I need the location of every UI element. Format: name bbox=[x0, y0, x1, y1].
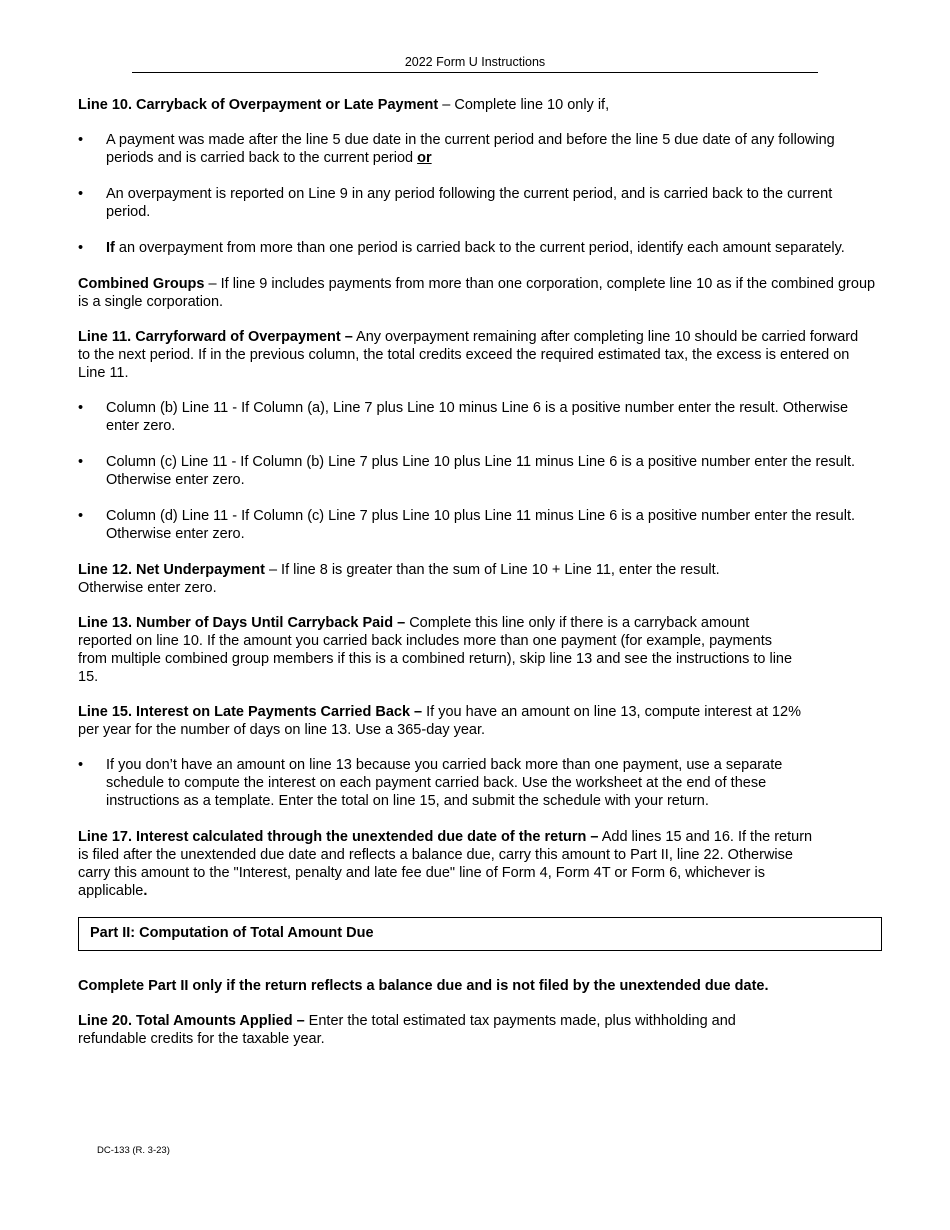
part2-intro-text: Complete Part II only if the return reflects a balance due and is not filed by the unextended due date. bbox=[78, 978, 769, 994]
line20-title: Line 20. Total Amounts Applied – bbox=[78, 1013, 305, 1029]
line10-title: Line 10. Carryback of Overpayment or Late Payment bbox=[78, 97, 439, 113]
form-number-footer: DC-133 (R. 3-23) bbox=[97, 1145, 170, 1156]
line20-paragraph bbox=[78, 1012, 793, 1048]
line13-title: Line 13. Number of Days Until Carryback Paid – bbox=[78, 615, 406, 631]
line17-paragraph bbox=[78, 828, 823, 900]
line10-paragraph bbox=[78, 96, 878, 114]
line11-paragraph bbox=[78, 328, 873, 382]
part2-heading: Part II: Computation of Total Amount Due bbox=[90, 925, 374, 941]
line12-paragraph bbox=[78, 561, 778, 597]
or-emphasis: or bbox=[417, 150, 432, 166]
line12-text: – If line 8 is greater than the sum of Line 10 + Line 11, enter the result. Otherwise enter zero. bbox=[78, 562, 720, 596]
line17-title: Line 17. Interest calculated through the unextended due date of the return – bbox=[78, 829, 599, 845]
part2-heading-box bbox=[78, 917, 882, 951]
bullet-text: Column (c) Line 11 - If Column (b) Line 7 plus Line 10 plus Line 11 minus Line 6 is a positive number enter the result. Otherwise enter zero. bbox=[106, 454, 856, 488]
line10-bullet-list bbox=[78, 131, 878, 257]
line13-paragraph bbox=[78, 614, 798, 686]
bullet-text: Column (b) Line 11 - If Column (a), Line 7 plus Line 10 minus Line 6 is a positive number enter the result. Otherwise enter zero. bbox=[106, 400, 849, 434]
combined-groups-title: Combined Groups bbox=[78, 276, 205, 292]
line17-end: . bbox=[143, 883, 148, 899]
combined-groups-text: – If line 9 includes payments from more than one corporation, complete line 10 as if the combined group is a single corporation. bbox=[78, 276, 876, 310]
list-item bbox=[78, 239, 878, 257]
line15-title: Line 15. Interest on Late Payments Carried Back – bbox=[78, 704, 423, 720]
page-header: 2022 Form U Instructions bbox=[132, 55, 818, 73]
combined-groups-paragraph bbox=[78, 275, 878, 311]
line20-text: Enter the total estimated tax payments made, plus withholding and refundable credits for the taxable year. bbox=[78, 1013, 736, 1047]
list-item bbox=[78, 185, 878, 221]
list-item bbox=[78, 756, 836, 810]
bullet-text: An overpayment is reported on Line 9 in any period following the current period, and is carried back to the current period. bbox=[106, 186, 833, 220]
list-item bbox=[78, 131, 878, 167]
list-item bbox=[78, 399, 878, 435]
line12-title: Line 12. Net Underpayment bbox=[78, 562, 265, 578]
bullet-text: an overpayment from more than one period is carried back to the current period, identify each amount separately. bbox=[114, 240, 845, 256]
bullet-text: If you don’t have an amount on line 13 because you carried back more than one payment, use a separate schedule to compute the interest on each payment carried back. Use the worksheet at the end of these instructions as a template. Enter the total on line 15, and submit the schedule with your return. bbox=[106, 757, 783, 809]
bullet-text: Column (d) Line 11 - If Column (c) Line 7 plus Line 10 plus Line 11 minus Line 6 is a positive number enter the result. Otherwise enter zero. bbox=[106, 508, 856, 542]
line11-text: Any overpayment remaining after completing line 10 should be carried forward to the next period. If in the previous column, the total credits exceed the required estimated tax, the excess is entered on Line 11. bbox=[78, 329, 859, 381]
line15-bullet-list bbox=[78, 756, 878, 810]
if-emphasis: If bbox=[106, 240, 115, 256]
document-body bbox=[78, 96, 878, 1065]
line10-text: – Complete line 10 only if, bbox=[438, 97, 610, 113]
line11-title: Line 11. Carryforward of Overpayment – bbox=[78, 329, 353, 345]
line15-text: If you have an amount on line 13, compute interest at 12% per year for the number of days on line 13. Use a 365-day year. bbox=[78, 704, 801, 738]
line13-text: Complete this line only if there is a carryback amount reported on line 10. If the amount you carried back includes more than one payment (for example, payments from multiple combined group members if this is a combined return), skip line 13 and see the instructions to line 15. bbox=[78, 615, 793, 685]
list-item bbox=[78, 453, 878, 489]
line15-paragraph bbox=[78, 703, 818, 739]
line17-text: Add lines 15 and 16. If the return is filed after the unextended due date and reflects a balance due, carry this amount to Part II, line 22. Otherwise carry this amount to the "Interest, penalty and late fee due" line of Form 4, Form 4T or Form 6, whichever is applicable bbox=[78, 829, 813, 899]
bullet-text: A payment was made after the line 5 due date in the current period and before the line 5 due date of any following periods and is carried back to the current period bbox=[106, 132, 835, 166]
part2-intro bbox=[78, 977, 788, 995]
line11-bullet-list bbox=[78, 399, 878, 543]
list-item bbox=[78, 507, 878, 543]
